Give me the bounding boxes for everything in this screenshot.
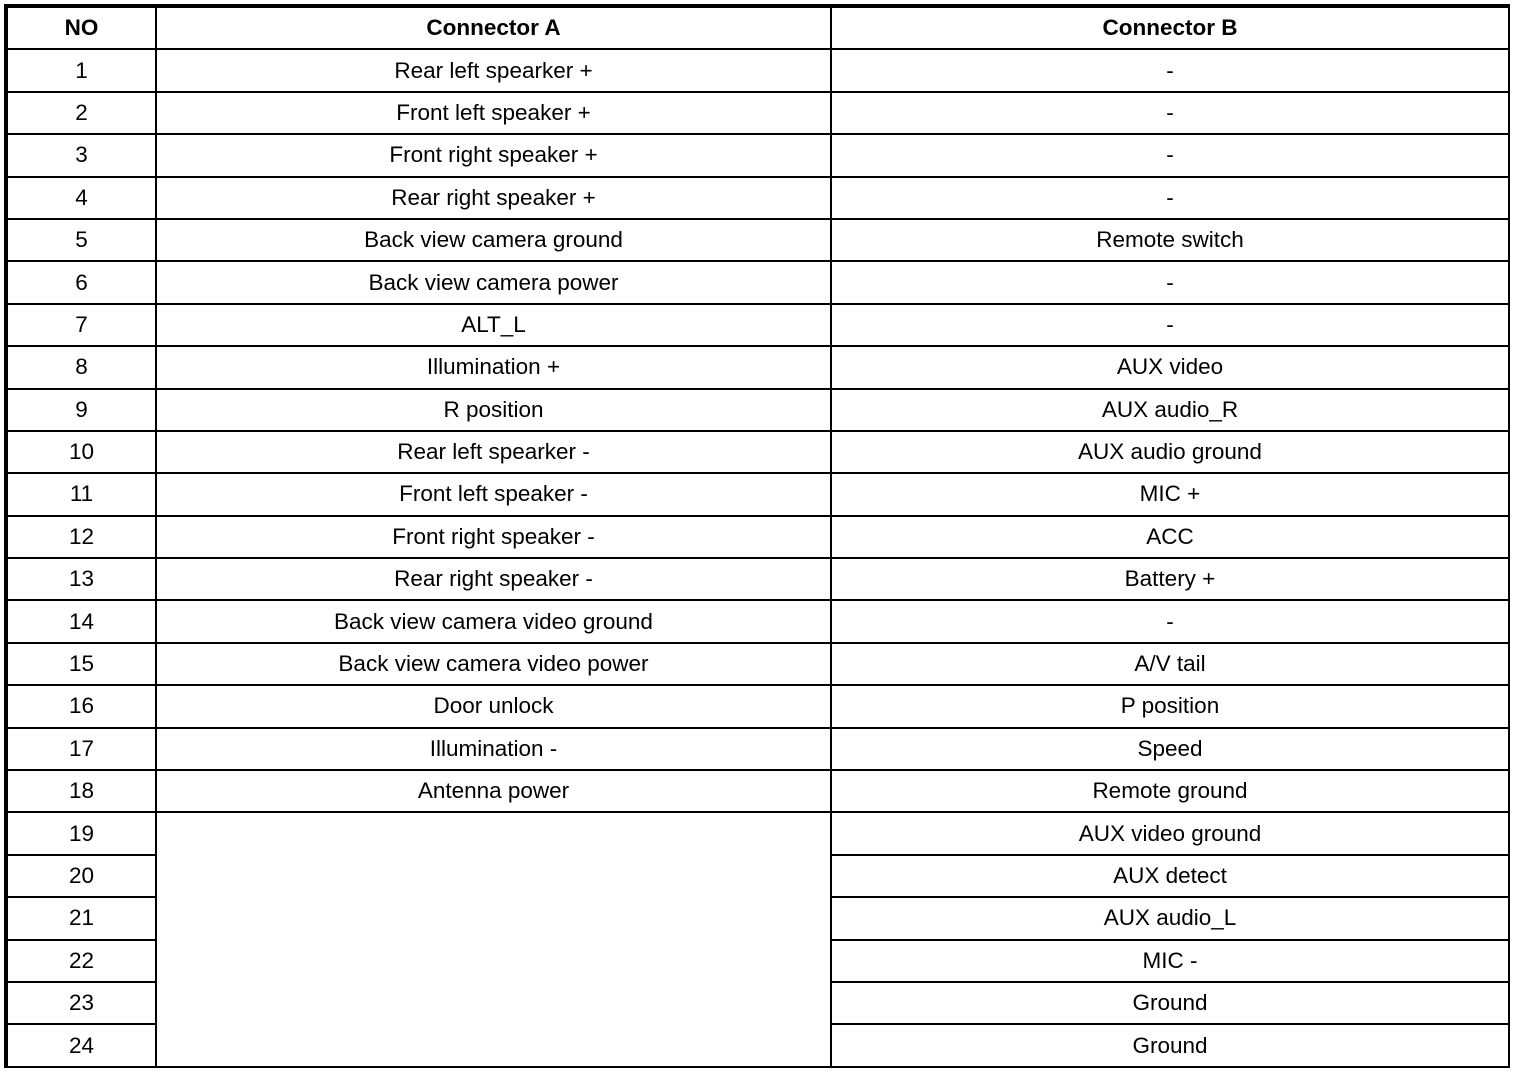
connector-b-cell: MIC - xyxy=(831,940,1509,982)
pin-number: 7 xyxy=(7,304,156,346)
connector-b-cell: AUX audio_L xyxy=(831,897,1509,939)
pin-number: 17 xyxy=(7,728,156,770)
pin-number: 15 xyxy=(7,643,156,685)
connector-b-cell: AUX audio ground xyxy=(831,431,1509,473)
pin-number: 22 xyxy=(7,940,156,982)
connector-a-cell: ALT_L xyxy=(156,304,831,346)
connector-b-cell: Ground xyxy=(831,1024,1509,1066)
pin-number: 20 xyxy=(7,855,156,897)
connector-b-cell: AUX audio_R xyxy=(831,389,1509,431)
table-row xyxy=(7,685,1509,727)
connector-a-cell: Front right speaker + xyxy=(156,134,831,176)
pin-number: 6 xyxy=(7,261,156,303)
pin-number: 9 xyxy=(7,389,156,431)
connector-a-cell: Back view camera video power xyxy=(156,643,831,685)
pin-number: 24 xyxy=(7,1024,156,1066)
connector-b-cell: ACC xyxy=(831,516,1509,558)
table-row xyxy=(7,346,1509,388)
pin-number: 5 xyxy=(7,219,156,261)
pin-number: 23 xyxy=(7,982,156,1024)
table-row xyxy=(7,219,1509,261)
table-row xyxy=(7,516,1509,558)
header-connector-a: Connector A xyxy=(156,7,831,49)
connector-a-cell: Rear left spearker - xyxy=(156,431,831,473)
connector-b-cell: Ground xyxy=(831,982,1509,1024)
connector-a-cell: Rear right speaker + xyxy=(156,177,831,219)
pin-number: 13 xyxy=(7,558,156,600)
table-row xyxy=(7,770,1509,812)
pin-number: 10 xyxy=(7,431,156,473)
pin-number: 4 xyxy=(7,177,156,219)
pin-number: 12 xyxy=(7,516,156,558)
connector-a-cell: Back view camera ground xyxy=(156,219,831,261)
connector-b-cell: - xyxy=(831,304,1509,346)
table-row xyxy=(7,558,1509,600)
table-row xyxy=(7,389,1509,431)
connector-b-cell: - xyxy=(831,261,1509,303)
pin-number: 3 xyxy=(7,134,156,176)
pin-number: 21 xyxy=(7,897,156,939)
pin-number: 11 xyxy=(7,473,156,515)
connector-a-cell: Illumination + xyxy=(156,346,831,388)
connector-a-cell: Door unlock xyxy=(156,685,831,727)
table-row xyxy=(7,177,1509,219)
connector-a-cell: Front left speaker - xyxy=(156,473,831,515)
connector-b-cell: - xyxy=(831,49,1509,91)
connector-b-cell: Battery + xyxy=(831,558,1509,600)
connector-b-cell: - xyxy=(831,600,1509,642)
connector-a-cell: R position xyxy=(156,389,831,431)
connector-b-cell: - xyxy=(831,92,1509,134)
connector-a-cell: Front left speaker + xyxy=(156,92,831,134)
connector-pin-table xyxy=(6,6,1510,1068)
connector-a-cell: Rear right speaker - xyxy=(156,558,831,600)
pin-number: 18 xyxy=(7,770,156,812)
connector-a-cell: Back view camera power xyxy=(156,261,831,303)
connector-b-cell: - xyxy=(831,134,1509,176)
connector-b-cell: Remote ground xyxy=(831,770,1509,812)
connector-b-cell: P position xyxy=(831,685,1509,727)
connector-b-cell: A/V tail xyxy=(831,643,1509,685)
connector-a-cell: Rear left spearker + xyxy=(156,49,831,91)
connector-b-cell: - xyxy=(831,177,1509,219)
connector-a-cell: Illumination - xyxy=(156,728,831,770)
connector-a-cell: Antenna power xyxy=(156,770,831,812)
connector-b-cell: AUX video xyxy=(831,346,1509,388)
connector-a-empty-cell xyxy=(156,812,831,1066)
header-no: NO xyxy=(7,7,156,49)
table-row xyxy=(7,600,1509,642)
connector-b-cell: AUX video ground xyxy=(831,812,1509,854)
pin-number: 2 xyxy=(7,92,156,134)
table-row xyxy=(7,49,1509,91)
connector-b-cell: AUX detect xyxy=(831,855,1509,897)
connector-a-cell: Front right speaker - xyxy=(156,516,831,558)
pin-number: 1 xyxy=(7,49,156,91)
pin-number: 19 xyxy=(7,812,156,854)
pin-number: 8 xyxy=(7,346,156,388)
connector-a-cell: Back view camera video ground xyxy=(156,600,831,642)
table-row xyxy=(7,431,1509,473)
pin-number: 16 xyxy=(7,685,156,727)
table-row xyxy=(7,643,1509,685)
table-row xyxy=(7,728,1509,770)
connector-b-cell: MIC + xyxy=(831,473,1509,515)
header-row xyxy=(7,7,1509,49)
connector-b-cell: Speed xyxy=(831,728,1509,770)
table-row xyxy=(7,261,1509,303)
pin-number: 14 xyxy=(7,600,156,642)
table-row xyxy=(7,304,1509,346)
table-row xyxy=(7,92,1509,134)
header-connector-b: Connector B xyxy=(831,7,1509,49)
table-row xyxy=(7,473,1509,515)
table-row xyxy=(7,812,1509,854)
connector-b-cell: Remote switch xyxy=(831,219,1509,261)
table-row xyxy=(7,134,1509,176)
pin-rows xyxy=(7,49,1509,1066)
